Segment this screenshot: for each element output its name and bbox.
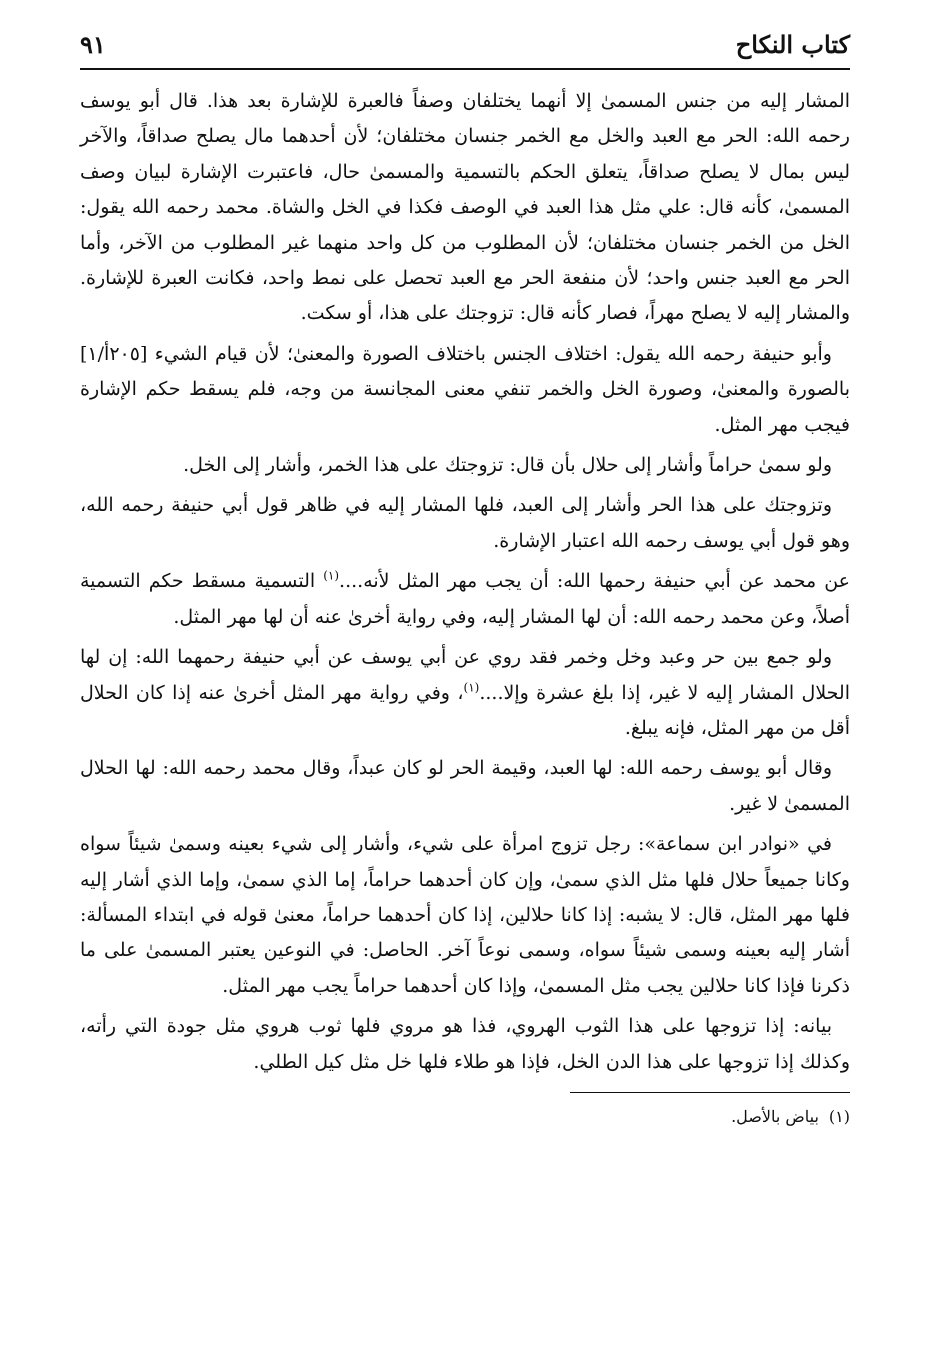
paragraph-text: ولو جمع بين حر وعبد وخل وخمر فقد روي عن أبي يوسف عن أبي حنيفة رحمهما الله: إن لها الحلال المشار إليه لا غير، إذا بلغ عشرة وإلا.... <box>80 646 851 704</box>
header-rule <box>80 68 850 70</box>
running-title: كتاب النكاح <box>735 30 850 59</box>
footnote <box>80 1107 850 1126</box>
footnote-rule <box>570 1092 850 1093</box>
page-number: ٩١ <box>80 30 106 59</box>
page-header <box>80 28 850 72</box>
footnote-number: (١) <box>828 1106 850 1126</box>
paragraph-text: التسمية مسقط حكم التسمية أصلاً، وعن محمد رحمه الله: أن لها المشار إليه، وفي رواية أخرىٰ عنه أن لها مهر المثل. <box>80 570 850 628</box>
paragraph <box>80 564 850 635</box>
paragraph <box>80 640 850 746</box>
footnote-mark: (١) <box>463 680 480 695</box>
paragraph: وأبو حنيفة رحمه الله يقول: اختلاف الجنس باختلاف الصورة والمعنىٰ؛ لأن قيام الشيء [٢٠٥أ/١] بالصورة والمعنىٰ، وصورة الخل والخمر تنفي معنى المجانسة من وجه، فلم يسقط حكم الإشارة فيجب مهر المثل. <box>80 342 850 436</box>
paragraph: في «نوادر ابن سماعة»: رجل تزوج امرأة على شيء، وأشار إلى شيء بعينه وسمىٰ شيئاً سواه وكانا جميعاً حلال فلها مثل الذي سمىٰ، وإن كان أحدهما حراماً، إما الذي سمىٰ، وإما الذي أشار إليه فلها مهر المثل، قال: لا يشبه: إذا كانا حلالين، إذا كان أحدهما حراماً، معنىٰ قوله في ابتداء المسألة: أشار إليه بعينه وسمى شيئاً سواه، وسمى نوعاً آخر. الحاصل: في النوعين يعتبر المسمىٰ على ما ذكرنا فإذا كانا حلالين يجب مثل المسمىٰ، وإذا كان أحدهما حراماً يجب مهر المثل. <box>80 833 850 997</box>
paragraph: وتزوجتك على هذا الحر وأشار إلى العبد، فلها المشار إليه في ظاهر قول أبي حنيفة رحمه الله، وهو قول أبي يوسف رحمه الله اعتبار الإشارة. <box>80 494 850 552</box>
paragraph: بيانه: إذا تزوجها على هذا الثوب الهروي، فذا هو مروي فلها ثوب هروي مثل جودة التي رأته، وكذلك إذا تزوجها على هذا الدن الخل، فإذا هو طلاء فلها خل مثل كيل الطلي. <box>80 1015 850 1073</box>
paragraph: المشار إليه من جنس المسمىٰ إلا أنهما يختلفان وصفاً فالعبرة للإشارة بعد هذا. قال أبو يوسف رحمه الله: الحر مع العبد والخل مع الخمر جنسان مختلفان؛ لأن أحدهما مال يصلح صداقاً، والآخر ليس بمال لا يصلح صداقاً، يتعلق الحكم بالتسمية والمسمىٰ حال، فاعتبرت الإشارة لبيان وصف المسمىٰ، كأنه قال: علي مثل هذا العبد في الوصف فكذا في الخل والشاة. محمد رحمه الله يقول: الخل من الخمر جنسان مختلفان؛ لأن المطلوب من كل واحد منهما غير المطلوب من الآخر، وأما الحر مع العبد جنس واحد؛ لأن منفعة الحر مع العبد تحصل على نمط واحد، فكانت العبرة للإشارة. والمشار إليه لا يصلح مهراً، فصار كأنه قال: تزوجتك على هذا، أو سكت. <box>80 90 850 325</box>
footnote-mark: (١) <box>323 568 340 583</box>
paragraph-text: عن محمد عن أبي حنيفة رحمها الله: أن يجب مهر المثل لأنه.... <box>339 570 851 593</box>
paragraph: وقال أبو يوسف رحمه الله: لها العبد، وقيمة الحر لو كان عبداً، وقال محمد رحمه الله: لها الحلال المسمىٰ لا غير. <box>80 757 850 815</box>
book-page <box>80 28 850 1126</box>
footnote-text: بياض بالأصل. <box>731 1106 819 1126</box>
paragraph-text: ، وفي رواية مهر المثل أخرىٰ عنه إذا كان الحلال أقل من مهر المثل، فإنه يبلغ. <box>80 681 850 739</box>
paragraph: ولو سمىٰ حراماً وأشار إلى حلال بأن قال: تزوجتك على هذا الخمر، وأشار إلى الخل. <box>183 454 832 477</box>
body-text <box>80 84 850 1080</box>
